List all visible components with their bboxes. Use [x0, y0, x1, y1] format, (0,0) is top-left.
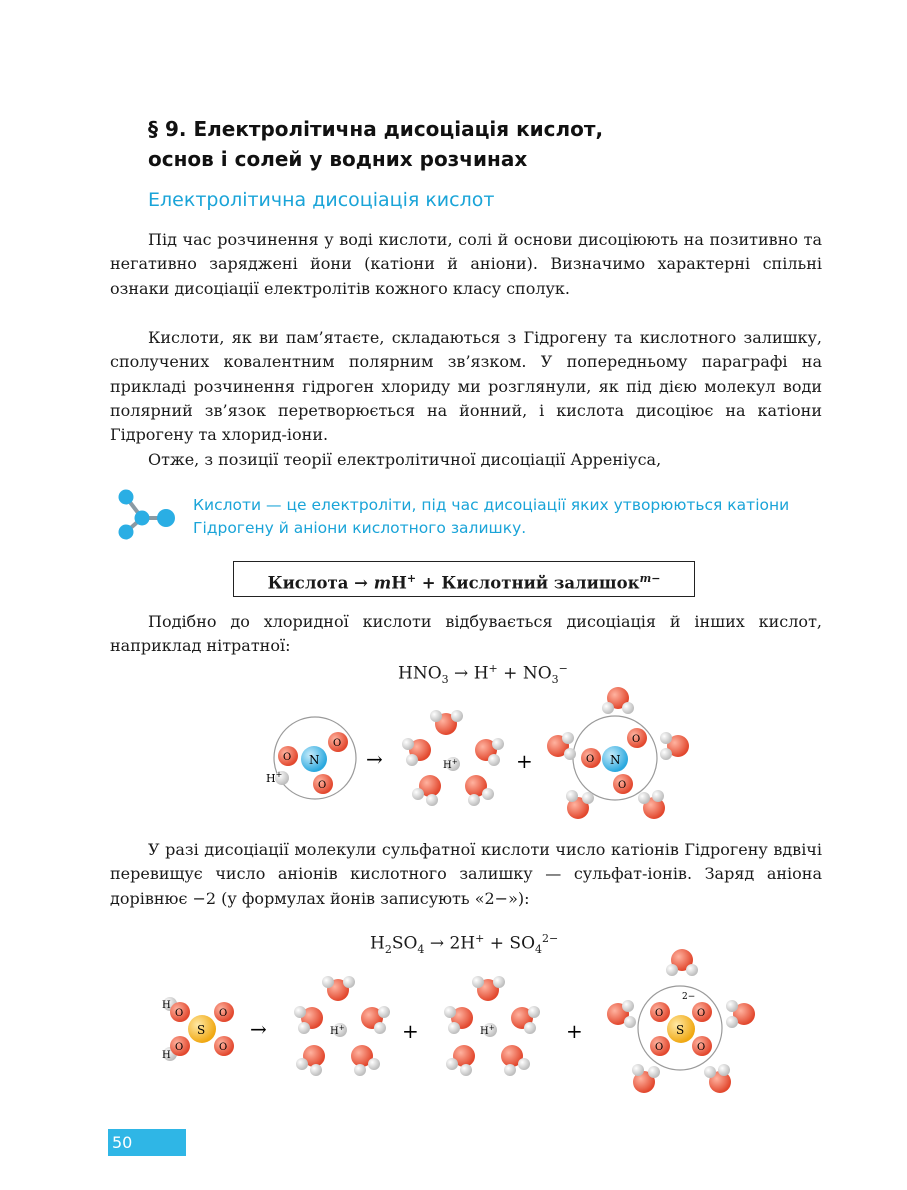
- hydrogen-label: H+: [266, 770, 283, 785]
- svg-text:O: O: [586, 754, 595, 765]
- svg-text:S: S: [197, 1023, 206, 1037]
- svg-text:+: +: [402, 1019, 419, 1043]
- svg-text:H+: H+: [480, 1024, 495, 1037]
- svg-text:O: O: [655, 1042, 664, 1053]
- formula-plus: +: [421, 573, 436, 593]
- svg-text:O: O: [618, 780, 627, 791]
- svg-text:H+: H+: [330, 1024, 345, 1037]
- svg-text:N: N: [610, 753, 621, 767]
- formula-residue-charge: m−: [639, 572, 661, 585]
- svg-text:H+: H+: [443, 758, 458, 771]
- formula-h: H: [391, 573, 407, 593]
- svg-text:O: O: [697, 1008, 706, 1019]
- formula-acid: Кислота: [267, 573, 349, 593]
- hydronium-cluster-1: [294, 976, 390, 1076]
- hydronium-cluster: [402, 710, 504, 806]
- molecule-icon: [112, 488, 178, 544]
- sulfuric-acid-dissociation-diagram: [150, 942, 780, 1112]
- nitric-acid-dissociation-diagram: [260, 680, 710, 830]
- svg-text:+: +: [566, 1019, 583, 1043]
- section-title-line-2: основ і солей у водних розчинах: [148, 147, 528, 171]
- svg-text:O: O: [333, 738, 342, 749]
- svg-text:O: O: [697, 1042, 706, 1053]
- sulfate-cluster: [607, 949, 755, 1093]
- svg-text:+: +: [516, 749, 533, 773]
- section-title: [148, 114, 848, 174]
- sulfuric-acid-molecule: [162, 997, 234, 1061]
- sulfuric-acid-equation: $H_2SO_4 \to 2H^+ + SO_4^{2-}$: [370, 932, 559, 957]
- page-number: 50: [108, 1129, 186, 1156]
- paragraph-5: У разі дисоціації молекули сульфатної кислоти число катіонів Гідрогену вдвічі перевищує число аніонів кислотного залишку — сульфат-іонів. Заряд аніона дорівнює −2 (у формулах йонів записують «2−»):: [110, 840, 822, 908]
- svg-text:S: S: [676, 1023, 685, 1037]
- nitric-acid-equation: $HNO_3 \to H^+ + NO_3^-$: [398, 662, 568, 687]
- svg-text:O: O: [175, 1042, 184, 1053]
- paragraph-1: Під час розчинення у воді кислоти, солі й основи дисоціюють на позитивно та негативно заряджені йони (катіони й аніони). Визначимо характерні спільні ознаки дисоціації електролітів кожного класу сполук.: [110, 230, 822, 298]
- section-title-line-1: § 9. Електролітична дисоціація кислот,: [148, 117, 604, 141]
- hydronium-cluster-2: [444, 976, 540, 1076]
- svg-text:2−: 2−: [682, 992, 696, 1002]
- svg-text:O: O: [219, 1042, 228, 1053]
- nitrogen-label: N: [309, 753, 320, 767]
- formula-residue: Кислотний залишок: [441, 573, 640, 593]
- svg-text:→: →: [366, 747, 383, 771]
- formula-h-charge: +: [406, 572, 417, 585]
- paragraph-3: Отже, з позиції теорії електролітичної дисоціації Арреніуса,: [148, 450, 662, 469]
- acid-definition: Кислоти — це електроліти, під час дисоціації яких утворюються катіони Гідрогену й аніони кислотного залишку.: [193, 496, 790, 537]
- svg-text:H: H: [162, 1000, 171, 1011]
- formula-arrow: →: [354, 573, 368, 593]
- formula-m: m: [373, 573, 392, 593]
- paragraph-4: Подібно до хлоридної кислоти відбувається дисоціація й інших кислот, наприклад нітратної:: [110, 612, 822, 656]
- svg-text:O: O: [632, 734, 641, 745]
- svg-text:O: O: [318, 780, 327, 791]
- svg-text:H: H: [162, 1050, 171, 1061]
- svg-text:O: O: [655, 1008, 664, 1019]
- paragraph-2: Кислоти, як ви пам’ятаєте, складаються з Гідрогену та кислотного залишку, сполучених ковалентним полярним зв’язком. У попередньому параграфі на прикладі розчинення гідроген хлориду ми розглянули, як під дією молекул води полярний зв’язок перетворюється на йонний, і кислота дисоціює на катіони Гідрогену та хлорид-іони.: [110, 328, 822, 445]
- general-dissociation-formula: [233, 561, 695, 597]
- svg-text:O: O: [175, 1008, 184, 1019]
- svg-text:→: →: [250, 1017, 267, 1041]
- svg-text:O: O: [283, 752, 292, 763]
- svg-text:O: O: [219, 1008, 228, 1019]
- subsection-title: Електролітична дисоціація кислот: [148, 189, 495, 211]
- nitrate-cluster: [547, 687, 689, 819]
